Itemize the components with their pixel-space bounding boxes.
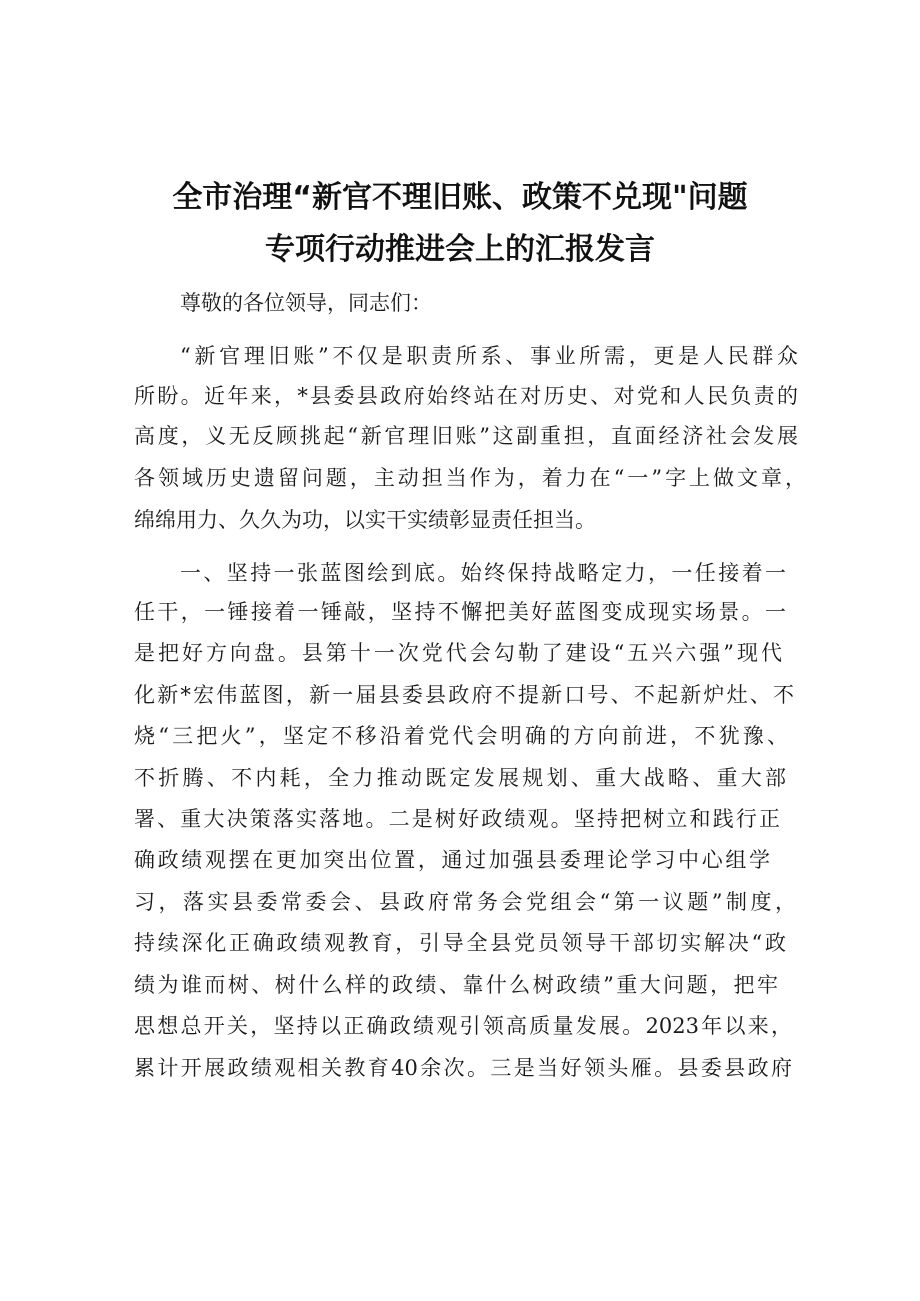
paragraph-1-line: 各领域历史遗留问题，主动担当作为，着力在“一”字上做文章， [134, 466, 806, 490]
paragraph-2-line: 累计开展政绩观相关教育40余次。三是当好领头雁。县委县政府 [134, 1056, 792, 1080]
paragraph-2-line: 持续深化正确政绩观教育，引导全县党员领导干部切实解决“政 [134, 931, 786, 955]
paragraph-2-line: 思想总开关，坚持以正确政绩观引领高质量发展。2023年以来， [134, 1014, 792, 1038]
paragraph-1-line: “新官理旧账”不仅是职责所系、事业所需，更是人民群众 [180, 344, 798, 368]
paragraph-2-line: 绩为谁而树、树什么样的政绩、靠什么树政绩”重大问题，把牢 [134, 973, 778, 997]
document-title-line-2: 专项行动推进会上的汇报发言 [265, 232, 655, 267]
document-title-line-1: 全市治理“新官不理旧账、政策不兑现"问题 [172, 180, 748, 215]
paragraph-2-line: 是把好方向盘。县第十一次党代会勾勒了建设“五兴六强”现代 [134, 641, 782, 665]
paragraph-2-line: 不折腾、不内耗，全力推动既定发展规划、重大战略、重大部 [134, 766, 786, 790]
paragraph-2-line: 烧“三把火”，坚定不移沿着党代会明确的方向前进，不犹豫、 [134, 724, 788, 748]
paragraph-2-line: 习，落实县委常委会、县政府常务会党组会“第一议题”制度， [134, 890, 796, 914]
paragraph-2-line: 化新*宏伟蓝图，新一届县委县政府不提新口号、不起新炉灶、不 [134, 683, 794, 707]
paragraph-2-line: 任干，一锤接着一锤敲，坚持不懈把美好蓝图变成现实场景。一 [134, 600, 786, 624]
paragraph-2-line: 署、重大决策落实落地。二是树好政绩观。坚持把树立和践行正 [134, 807, 780, 831]
paragraph-1-line: 绵绵用力、久久为功，以实干实绩彰显责任担当。 [134, 508, 596, 532]
paragraph-1-line: 所盼。近年来，*县委县政府始终站在对历史、对党和人民负责的 [134, 384, 798, 408]
greeting: 尊敬的各位领导，同志们： [180, 291, 432, 315]
paragraph-2-line: 一、坚持一张蓝图绘到底。始终保持战略定力，一任接着一 [180, 561, 786, 585]
paragraph-1-line: 高度，义无反顾挑起“新官理旧账”这副重担，直面经济社会发展 [134, 424, 798, 448]
paragraph-2-line: 确政绩观摆在更加突出位置，通过加强县委理论学习中心组学 [134, 848, 770, 872]
